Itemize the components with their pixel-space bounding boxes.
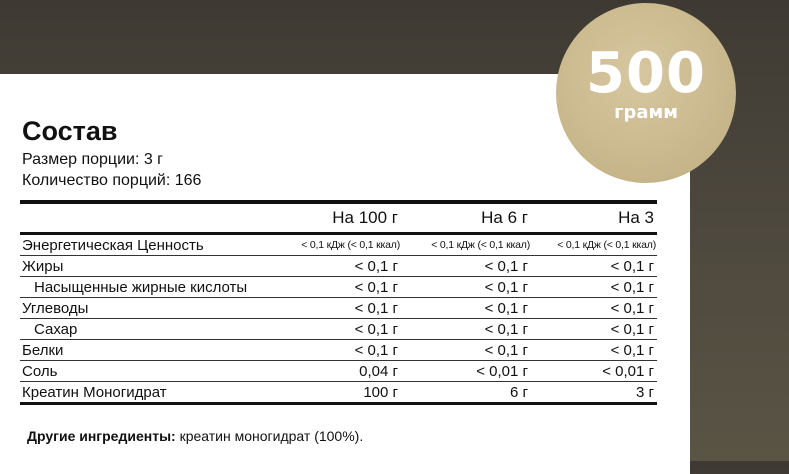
value-per-6g: < 0,1 кДж (< 0,1 ккал) [401, 234, 531, 256]
table-row [20, 298, 657, 319]
table-header-row [20, 202, 657, 234]
header-per-100g: На 100 г [273, 202, 401, 234]
value-per-100g: < 0,1 г [273, 256, 401, 277]
table-row [20, 361, 657, 382]
header-per-3: На 3 [531, 202, 657, 234]
value-per-6g: 6 г [510, 383, 528, 401]
servings-count: Количество порций: 166 [22, 172, 202, 189]
nutrient-name: Сахар [20, 319, 273, 340]
serving-size: Размер порции: 3 г [22, 151, 164, 168]
value-per-6g: < 0,1 г [401, 277, 531, 298]
nutrient-name: Соль [20, 361, 273, 382]
weight-unit: грамм [614, 102, 678, 123]
value-per-100g: 100 г [363, 383, 398, 401]
value-per-3: 3 г [636, 383, 654, 401]
value-per-6g: < 0,01 г [401, 361, 531, 382]
other-ingredients-label: Другие ингредиенты: [27, 428, 176, 444]
value-per-3: < 0,1 г [531, 277, 657, 298]
value-per-3: < 0,1 кДж (< 0,1 ккал) [531, 234, 657, 256]
value-per-3: < 0,1 г [531, 340, 657, 361]
table-row [20, 319, 657, 340]
value-per-100g: < 0,1 г [273, 319, 401, 340]
nutrient-name: Креатин Моногидрат [22, 383, 167, 401]
table-row [20, 382, 657, 404]
value-per-3: < 0,1 г [531, 319, 657, 340]
value-per-100g: < 0,1 кДж (< 0,1 ккал) [273, 234, 401, 256]
value-per-6g: < 0,1 г [401, 340, 531, 361]
nutrient-name: Белки [20, 340, 273, 361]
nutrient-name: Насыщенные жирные кислоты [20, 277, 273, 298]
value-per-3: < 0,01 г [531, 361, 657, 382]
table-row [20, 256, 657, 277]
nutrient-name: Углеводы [20, 298, 273, 319]
header-name [20, 202, 273, 234]
value-per-100g: < 0,1 г [273, 298, 401, 319]
value-per-3: < 0,1 г [531, 256, 657, 277]
table-row [20, 277, 657, 298]
page-title: Состав [22, 116, 118, 146]
weight-badge [556, 3, 736, 183]
other-ingredients-text: креатин моногидрат (100%). [179, 428, 364, 444]
table-row [20, 340, 657, 361]
value-per-6g: < 0,1 г [401, 319, 531, 340]
header-per-6g: На 6 г [401, 202, 531, 234]
value-per-6g: < 0,1 г [401, 256, 531, 277]
other-ingredients [27, 428, 363, 444]
table-row [20, 234, 657, 256]
value-per-6g: < 0,1 г [401, 298, 531, 319]
value-per-100g: 0,04 г [273, 361, 401, 382]
nutrient-name: Энергетическая Ценность [20, 234, 273, 256]
value-per-100g: < 0,1 г [273, 340, 401, 361]
nutrient-name: Жиры [20, 256, 273, 277]
value-per-3: < 0,1 г [531, 298, 657, 319]
value-per-100g: < 0,1 г [273, 277, 401, 298]
nutrition-table [20, 200, 657, 405]
weight-value: 500 [586, 41, 706, 106]
